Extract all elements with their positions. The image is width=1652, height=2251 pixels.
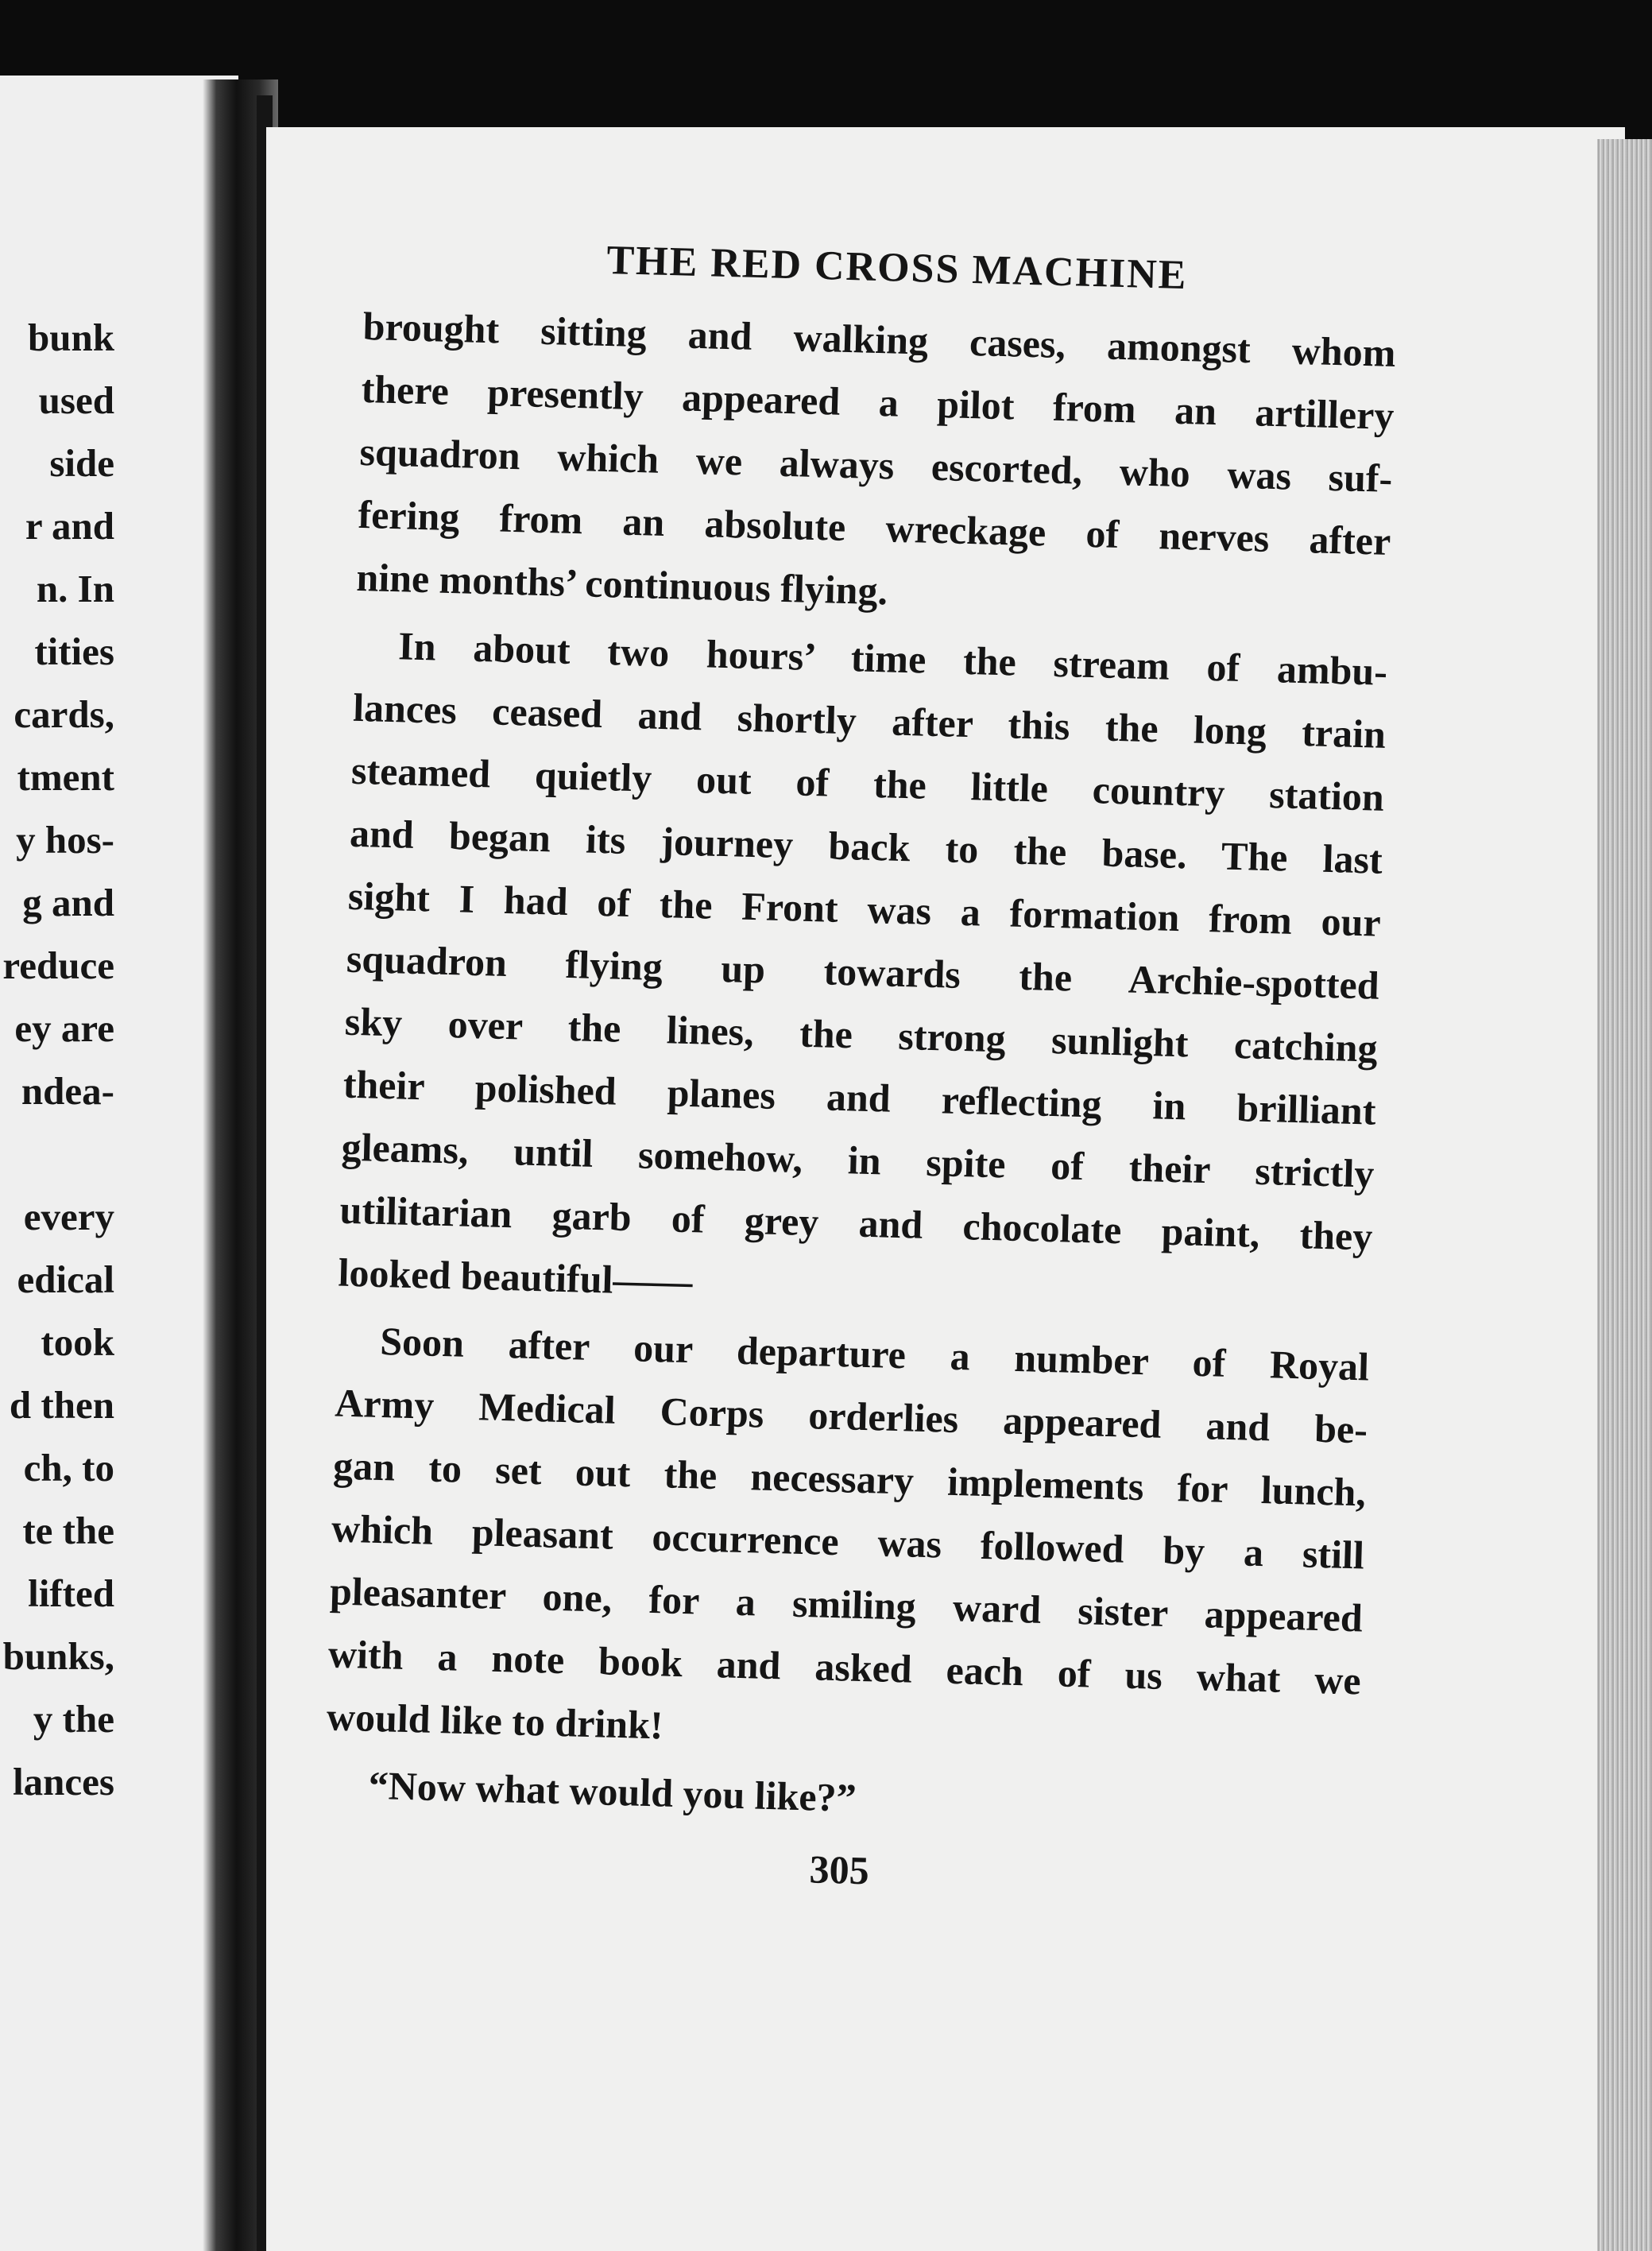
text-line: gan to set out the necessary implements for lunch,: [332, 1443, 1367, 1515]
left-page-text: [2, 306, 114, 1813]
left-line: d then: [9, 1383, 114, 1427]
text-line: their polished planes and reflecting in brilliant: [342, 1061, 1377, 1133]
left-line: every: [23, 1195, 114, 1238]
text-line: sky over the lines, the strong sunlight catching: [344, 998, 1379, 1071]
left-line: n. In: [36, 567, 114, 610]
text-line: In about two hours’ time the stream of ambu-: [397, 623, 1388, 694]
page-number: 305: [808, 1846, 870, 1893]
left-line: tment: [17, 755, 114, 799]
left-line: ey are: [14, 1006, 114, 1050]
paragraph-gap: [2, 1122, 114, 1185]
text-line: nine months’ continuous flying.: [355, 554, 888, 614]
text-line: would like to drink!: [326, 1694, 664, 1748]
left-line: g and: [22, 881, 114, 924]
left-line: te the: [22, 1509, 114, 1552]
text-line: fering from an absolute wreckage of nerves after: [357, 491, 1391, 564]
left-line: side: [49, 441, 114, 485]
left-line: cards,: [14, 692, 114, 736]
left-line: used: [38, 378, 114, 422]
text-line: pleasanter one, for a smiling ward sister appeared: [329, 1568, 1364, 1641]
text-line: Soon after our departure a number of Royal: [379, 1318, 1370, 1389]
text-line: Army Medical Corps orderlies appeared and be-: [334, 1380, 1368, 1452]
left-line: ch, to: [23, 1446, 114, 1490]
left-line: tities: [34, 630, 114, 673]
text-line: “Now what would you like?”: [368, 1762, 857, 1820]
text-line: brought sitting and walking cases, amongst whom: [362, 303, 1397, 375]
text-line: and began its journey back to the base. The last: [349, 810, 1383, 882]
left-line: y hos-: [16, 818, 114, 862]
running-head: THE RED CROSS MACHINE: [605, 237, 1189, 299]
left-line: bunk: [27, 316, 114, 359]
text-line: lances ceased and shortly after this the long train: [352, 684, 1387, 757]
left-line: lifted: [28, 1571, 114, 1615]
left-line: r and: [25, 504, 114, 548]
left-line: y the: [33, 1697, 114, 1741]
text-line: squadron which we always escorted, who was suf-: [358, 428, 1394, 501]
text-line: which pleasant occurrence was followed by a still: [331, 1505, 1365, 1578]
text-line: looked beautiful——: [337, 1249, 694, 1304]
page-edges: [1597, 139, 1652, 2251]
left-line: took: [41, 1320, 114, 1364]
text-line: squadron flying up towards the Archie-spotted: [346, 936, 1380, 1008]
text-line: steamed quietly out of the little country station: [350, 747, 1385, 819]
text-line: there presently appeared a pilot from an artillery: [361, 366, 1395, 438]
text-line: utilitarian garb of grey and chocolate paint, they: [339, 1187, 1374, 1259]
text-line: sight I had of the Front was a formation from our: [347, 873, 1382, 945]
left-line: edical: [17, 1257, 114, 1301]
text-line: with a note book and asked each of us what we: [327, 1631, 1362, 1703]
left-line: bunks,: [2, 1634, 114, 1678]
page-text-block: [323, 231, 1399, 1906]
left-line: reduce: [2, 943, 114, 987]
text-line: gleams, until somehow, in spite of their strictly: [341, 1124, 1375, 1196]
left-line: lances: [13, 1760, 114, 1804]
left-line: ndea-: [21, 1069, 114, 1113]
